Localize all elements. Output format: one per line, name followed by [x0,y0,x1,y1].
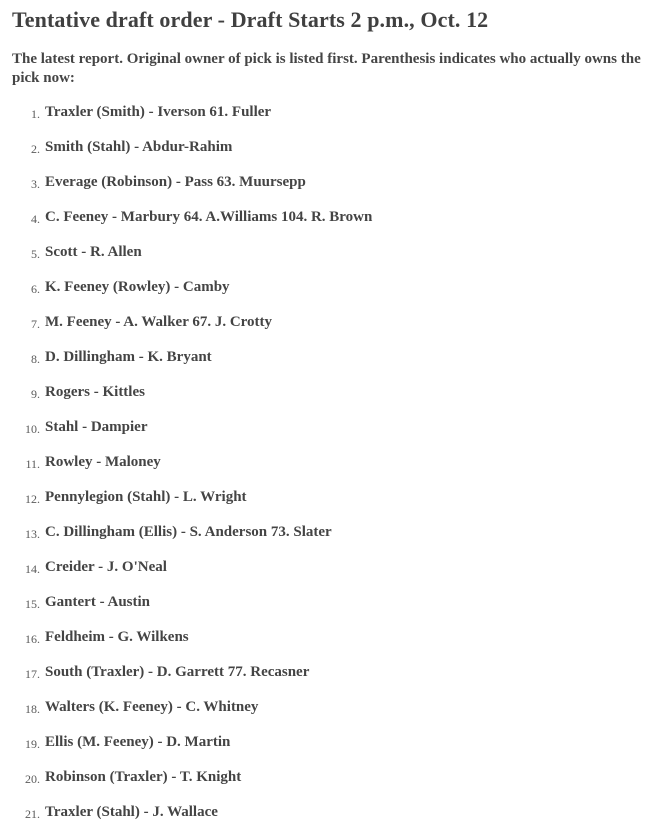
list-item [0,384,650,419]
pick-text: Stahl - Dampier [45,419,148,435]
pick-number: 2. [31,142,40,156]
pick-text: Feldheim - G. Wilkens [45,629,189,645]
pick-number: 18. [25,702,40,716]
pick-text: Traxler (Stahl) - J. Wallace [45,804,218,820]
list-item [0,209,650,244]
pick-text: Everage (Robinson) - Pass 63. Muursepp [45,174,306,190]
pick-number: 5. [31,247,40,261]
list-item [0,769,650,804]
pick-number: 12. [25,492,40,506]
list-item [0,594,650,629]
pick-number: 8. [31,352,40,366]
pick-number: 4. [31,212,40,226]
page-title: Tentative draft order - Draft Starts 2 p.m., Oct. 12 [12,7,489,32]
pick-number: 19. [25,737,40,751]
pick-number: 9. [31,387,40,401]
pick-text: Rowley - Maloney [45,454,161,470]
pick-text: Pennylegion (Stahl) - L. Wright [45,489,247,505]
pick-number: 15. [25,597,40,611]
pick-text: Gantert - Austin [45,594,150,610]
pick-number: 17. [25,667,40,681]
list-item [0,279,650,314]
draft-order-list [0,104,650,839]
list-item [0,314,650,349]
list-item [0,489,650,524]
list-item [0,734,650,769]
pick-text: Ellis (M. Feeney) - D. Martin [45,734,231,750]
list-item [0,629,650,664]
pick-text: Creider - J. O'Neal [45,559,167,575]
pick-number: 3. [31,177,40,191]
pick-number: 7. [31,317,40,331]
pick-text: C. Feeney - Marbury 64. A.Williams 104. R. Brown [45,209,373,225]
pick-text: Traxler (Smith) - Iverson 61. Fuller [45,104,272,120]
list-item [0,524,650,559]
pick-number: 14. [25,562,40,576]
list-item [0,174,650,209]
pick-text: Smith (Stahl) - Abdur-Rahim [45,139,233,155]
pick-number: 6. [31,282,40,296]
list-item [0,454,650,489]
list-item [0,244,650,279]
list-item [0,104,650,139]
intro-paragraph: The latest report. Original owner of pick is listed first. Parenthesis indicates who actually owns the pick now: [12,51,641,86]
pick-number: 10. [25,422,40,436]
pick-text: Robinson (Traxler) - T. Knight [45,769,242,785]
list-item [0,664,650,699]
list-item [0,699,650,734]
pick-text: South (Traxler) - D. Garrett 77. Recasner [45,664,310,680]
list-item [0,419,650,454]
list-item [0,349,650,384]
pick-text: M. Feeney - A. Walker 67. J. Crotty [45,314,273,330]
pick-number: 1. [31,107,40,121]
pick-number: 21. [25,807,40,821]
pick-text: C. Dillingham (Ellis) - S. Anderson 73. Slater [45,524,332,540]
list-item [0,139,650,174]
pick-number: 20. [25,772,40,786]
pick-number: 13. [25,527,40,541]
pick-text: Rogers - Kittles [45,384,145,400]
list-item [0,559,650,594]
pick-text: K. Feeney (Rowley) - Camby [45,279,230,295]
pick-text: Walters (K. Feeney) - C. Whitney [45,699,259,715]
pick-text: Scott - R. Allen [45,244,142,260]
pick-text: D. Dillingham - K. Bryant [45,349,212,365]
pick-number: 16. [25,632,40,646]
pick-number: 11. [25,457,40,471]
